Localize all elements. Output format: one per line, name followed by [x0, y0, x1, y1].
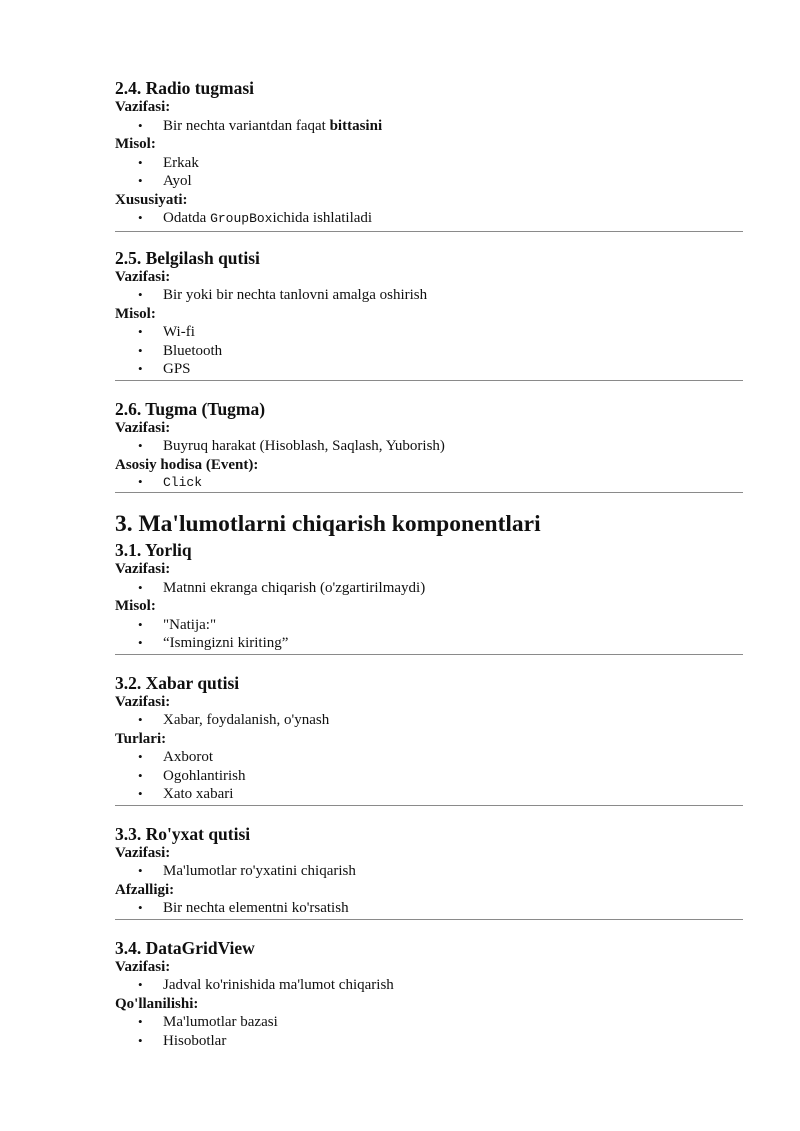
bullet-icon: • [138, 1014, 143, 1029]
list-item [115, 767, 743, 786]
list-item-text: Odatda [163, 210, 211, 226]
list-item [115, 616, 743, 635]
bullet-icon: • [138, 977, 143, 992]
list-item-text: Bir nechta elementni ko'rsatish [163, 900, 349, 916]
subhead-xususiyati: Xususiyati: [115, 191, 188, 208]
inline-code: Click [163, 475, 203, 490]
subhead-event: Asosiy hodisa (Event): [115, 456, 259, 473]
bullet-list [115, 862, 743, 881]
bullet-icon: • [138, 173, 143, 188]
list-item [115, 474, 743, 491]
list-item [115, 172, 743, 191]
bullet-list [115, 323, 743, 379]
bullet-icon: • [138, 863, 143, 878]
document-page [115, 78, 743, 1050]
horizontal-rule [115, 805, 743, 806]
list-item [115, 360, 743, 379]
subhead-qollanilishi: Qo'llanilishi: [115, 995, 199, 1012]
list-item [115, 209, 743, 229]
bullet-icon: • [138, 438, 143, 453]
bullet-icon: • [138, 749, 143, 764]
list-item-text: Bir nechta variantdan faqat [163, 117, 330, 134]
list-item [115, 634, 743, 653]
list-item [115, 342, 743, 361]
bullet-icon: • [138, 117, 143, 133]
horizontal-rule [115, 919, 743, 920]
section-title: 3.1. Yorliq [115, 540, 192, 560]
bullet-list [115, 209, 743, 229]
list-item [115, 117, 743, 136]
list-item-text: Xato xabari [163, 786, 234, 802]
horizontal-rule [115, 492, 743, 493]
bullet-list [115, 616, 743, 653]
list-item-text: Ma'lumotlar ro'yxatini chiqarish [163, 863, 356, 879]
bullet-icon: • [138, 900, 143, 915]
list-item [115, 862, 743, 881]
subhead-misol: Misol: [115, 136, 156, 152]
section-title: 2.4. Radio tugmasi [115, 78, 255, 98]
list-item-text: Matnni ekranga chiqarish (o'zgartirilmaydi) [163, 579, 426, 596]
bullet-icon: • [138, 616, 143, 632]
list-item [115, 785, 743, 804]
section-title: 2.6. Tugma (Tugma) [115, 398, 266, 419]
subhead-misol: Misol: [115, 305, 156, 322]
bullet-icon: • [138, 210, 143, 225]
subhead-afzalligi: Afzalligi: [115, 881, 175, 898]
bullet-icon: • [138, 342, 143, 358]
section-title: 3.2. Xabar qutisi [115, 672, 240, 693]
inline-code: GroupBox [210, 211, 273, 226]
bullet-icon: • [138, 287, 143, 302]
section-title: 2.5. Belgilash qutisi [115, 247, 260, 268]
section-3-3 [115, 824, 743, 918]
list-item [115, 711, 743, 730]
list-item-text: Bir yoki bir nechta tanlovni amalga oshirish [163, 287, 428, 303]
horizontal-rule [115, 654, 743, 655]
list-item [115, 976, 743, 995]
list-item-text: Xabar, foydalanish, o'ynash [163, 712, 330, 728]
list-item-text: Hisobotlar [163, 1032, 227, 1049]
bullet-icon: • [138, 579, 143, 595]
subhead-vazifasi: Vazifasi: [115, 99, 171, 115]
subhead-vazifasi: Vazifasi: [115, 958, 171, 975]
subhead-vazifasi: Vazifasi: [115, 268, 171, 285]
section-title: 3.3. Ro'yxat qutisi [115, 823, 251, 844]
bullet-list [115, 286, 743, 305]
list-item-text: Ayol [163, 173, 192, 189]
list-item [115, 437, 743, 456]
bullet-list [115, 748, 743, 804]
bullet-list [115, 579, 743, 598]
list-item-text: Bluetooth [163, 342, 223, 359]
list-item [115, 286, 743, 305]
subhead-misol: Misol: [115, 598, 156, 614]
list-item [115, 154, 743, 173]
bullet-icon: • [138, 474, 143, 489]
section-2-4 [115, 78, 743, 229]
list-item-text: Jadval ko'rinishida ma'lumot chiqarish [163, 977, 394, 993]
bullet-list [115, 474, 743, 491]
bullet-list [115, 117, 743, 136]
section-2-5 [115, 248, 743, 379]
bullet-icon: • [138, 154, 143, 170]
section-3-2 [115, 673, 743, 804]
list-item-text: Ogohlantirish [163, 767, 246, 784]
bullet-icon: • [138, 361, 143, 376]
horizontal-rule [115, 380, 743, 381]
bullet-list [115, 154, 743, 191]
list-item-text: Erkak [163, 154, 199, 171]
list-item-text: ichida ishlatiladi [272, 210, 373, 226]
list-item [115, 899, 743, 918]
bullet-icon: • [138, 324, 143, 339]
subhead-vazifasi: Vazifasi: [115, 844, 171, 861]
list-item-text: Ma'lumotlar bazasi [163, 1014, 278, 1030]
list-item-text: "Natija:" [163, 616, 217, 633]
subhead-turlari: Turlari: [115, 730, 167, 747]
bullet-list [115, 437, 743, 456]
bullet-list [115, 711, 743, 730]
list-item [115, 579, 743, 598]
list-item [115, 748, 743, 767]
list-item [115, 1032, 743, 1051]
list-item [115, 323, 743, 342]
list-item-text: GPS [163, 361, 191, 377]
bullet-icon: • [138, 635, 143, 650]
bullet-list [115, 1013, 743, 1050]
bullet-icon: • [138, 786, 143, 801]
bullet-list [115, 976, 743, 995]
bullet-icon: • [138, 1032, 143, 1048]
section-3-4 [115, 938, 743, 1051]
list-item-text: Axborot [163, 749, 213, 765]
chapter-title: 3. Ma'lumotlarni chiqarish komponentlari [115, 511, 541, 537]
section-2-6 [115, 399, 743, 492]
section-title: 3.4. DataGridView [115, 937, 255, 958]
list-item-text: Buyruq harakat (Hisoblash, Saqlash, Yuborish) [163, 438, 445, 454]
bullet-list [115, 899, 743, 918]
bullet-icon: • [138, 767, 143, 783]
list-item [115, 1013, 743, 1032]
subhead-vazifasi: Vazifasi: [115, 561, 171, 577]
section-3-1 [115, 540, 743, 653]
subhead-vazifasi: Vazifasi: [115, 693, 171, 710]
list-item-text: “Ismingizni kiriting” [163, 635, 289, 651]
list-item-text: Wi-fi [163, 324, 195, 340]
list-item-bold-text: bittasini [329, 117, 383, 134]
subhead-vazifasi: Vazifasi: [115, 419, 171, 436]
horizontal-rule [115, 231, 743, 232]
bullet-icon: • [138, 712, 143, 727]
